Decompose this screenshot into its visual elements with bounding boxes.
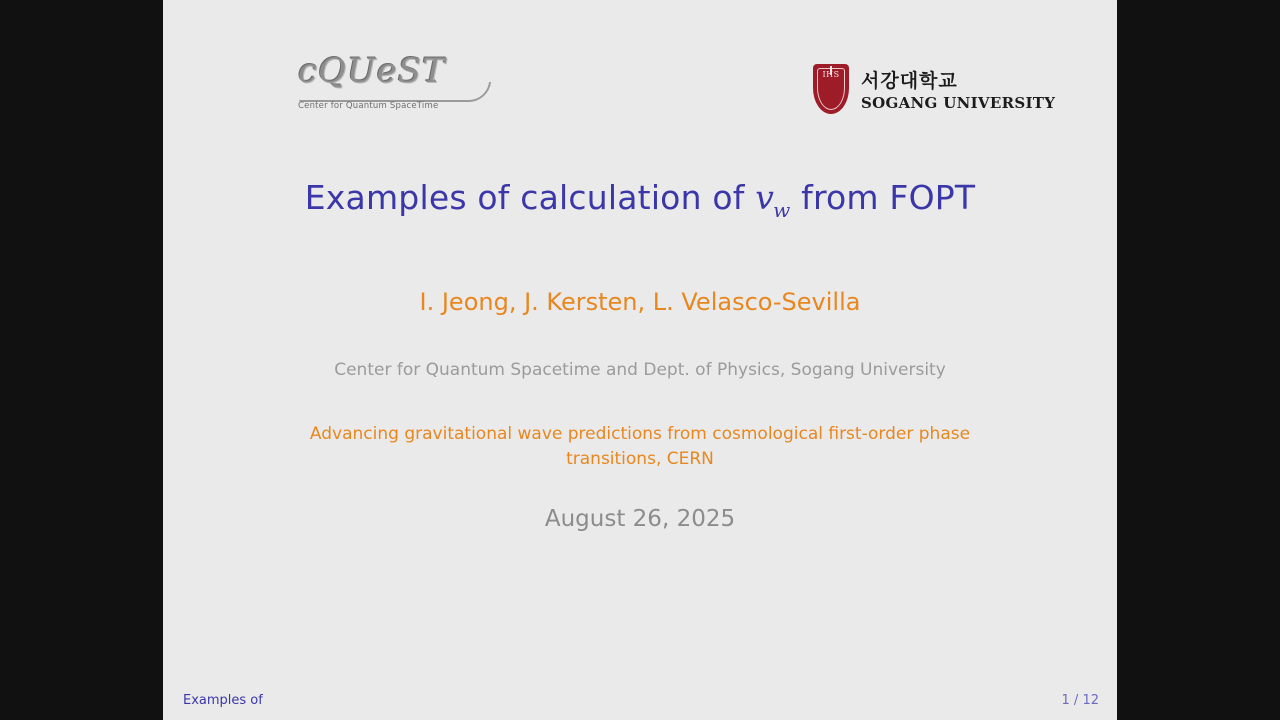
presentation-slide	[163, 0, 1117, 720]
shield-icon	[813, 64, 849, 114]
sogang-name-english: SOGANG UNIVERSITY	[861, 94, 1056, 112]
slide-event-line-1: Advancing gravitational wave predictions from cosmological first-order phase	[309, 424, 971, 444]
slide-title-math-symbol: v	[755, 178, 775, 217]
sogang-university-logo	[813, 64, 1056, 120]
shield-monogram: IHS	[822, 70, 840, 79]
slide-authors: I. Jeong, J. Kersten, L. Velasco-Sevilla	[419, 288, 861, 316]
slide-title-suffix: from FOPT	[790, 178, 976, 217]
slide-date: August 26, 2025	[544, 506, 736, 532]
coquest-subtitle: Center for Quantum SpaceTime	[298, 101, 439, 111]
slide-event-line-2: transitions, CERN	[566, 449, 714, 469]
coquest-wordmark: cQUeST	[298, 51, 446, 91]
slide-title-math-subscript: w	[773, 197, 791, 222]
slide-affiliation: Center for Quantum Spacetime and Dept. of Physics, Sogang University	[334, 360, 946, 380]
slide-title	[163, 178, 1117, 222]
coquest-swoosh-icon	[299, 82, 491, 102]
slide-title-prefix: Examples of calculation of	[304, 178, 756, 217]
footer-short-title: Examples of	[183, 693, 263, 708]
logo-row	[163, 52, 1117, 132]
sogang-name-korean: 서강대학교	[861, 70, 958, 92]
slide-event	[163, 422, 1117, 472]
coquest-logo	[298, 52, 498, 114]
footer-page-number: 1 / 12	[1061, 693, 1099, 708]
